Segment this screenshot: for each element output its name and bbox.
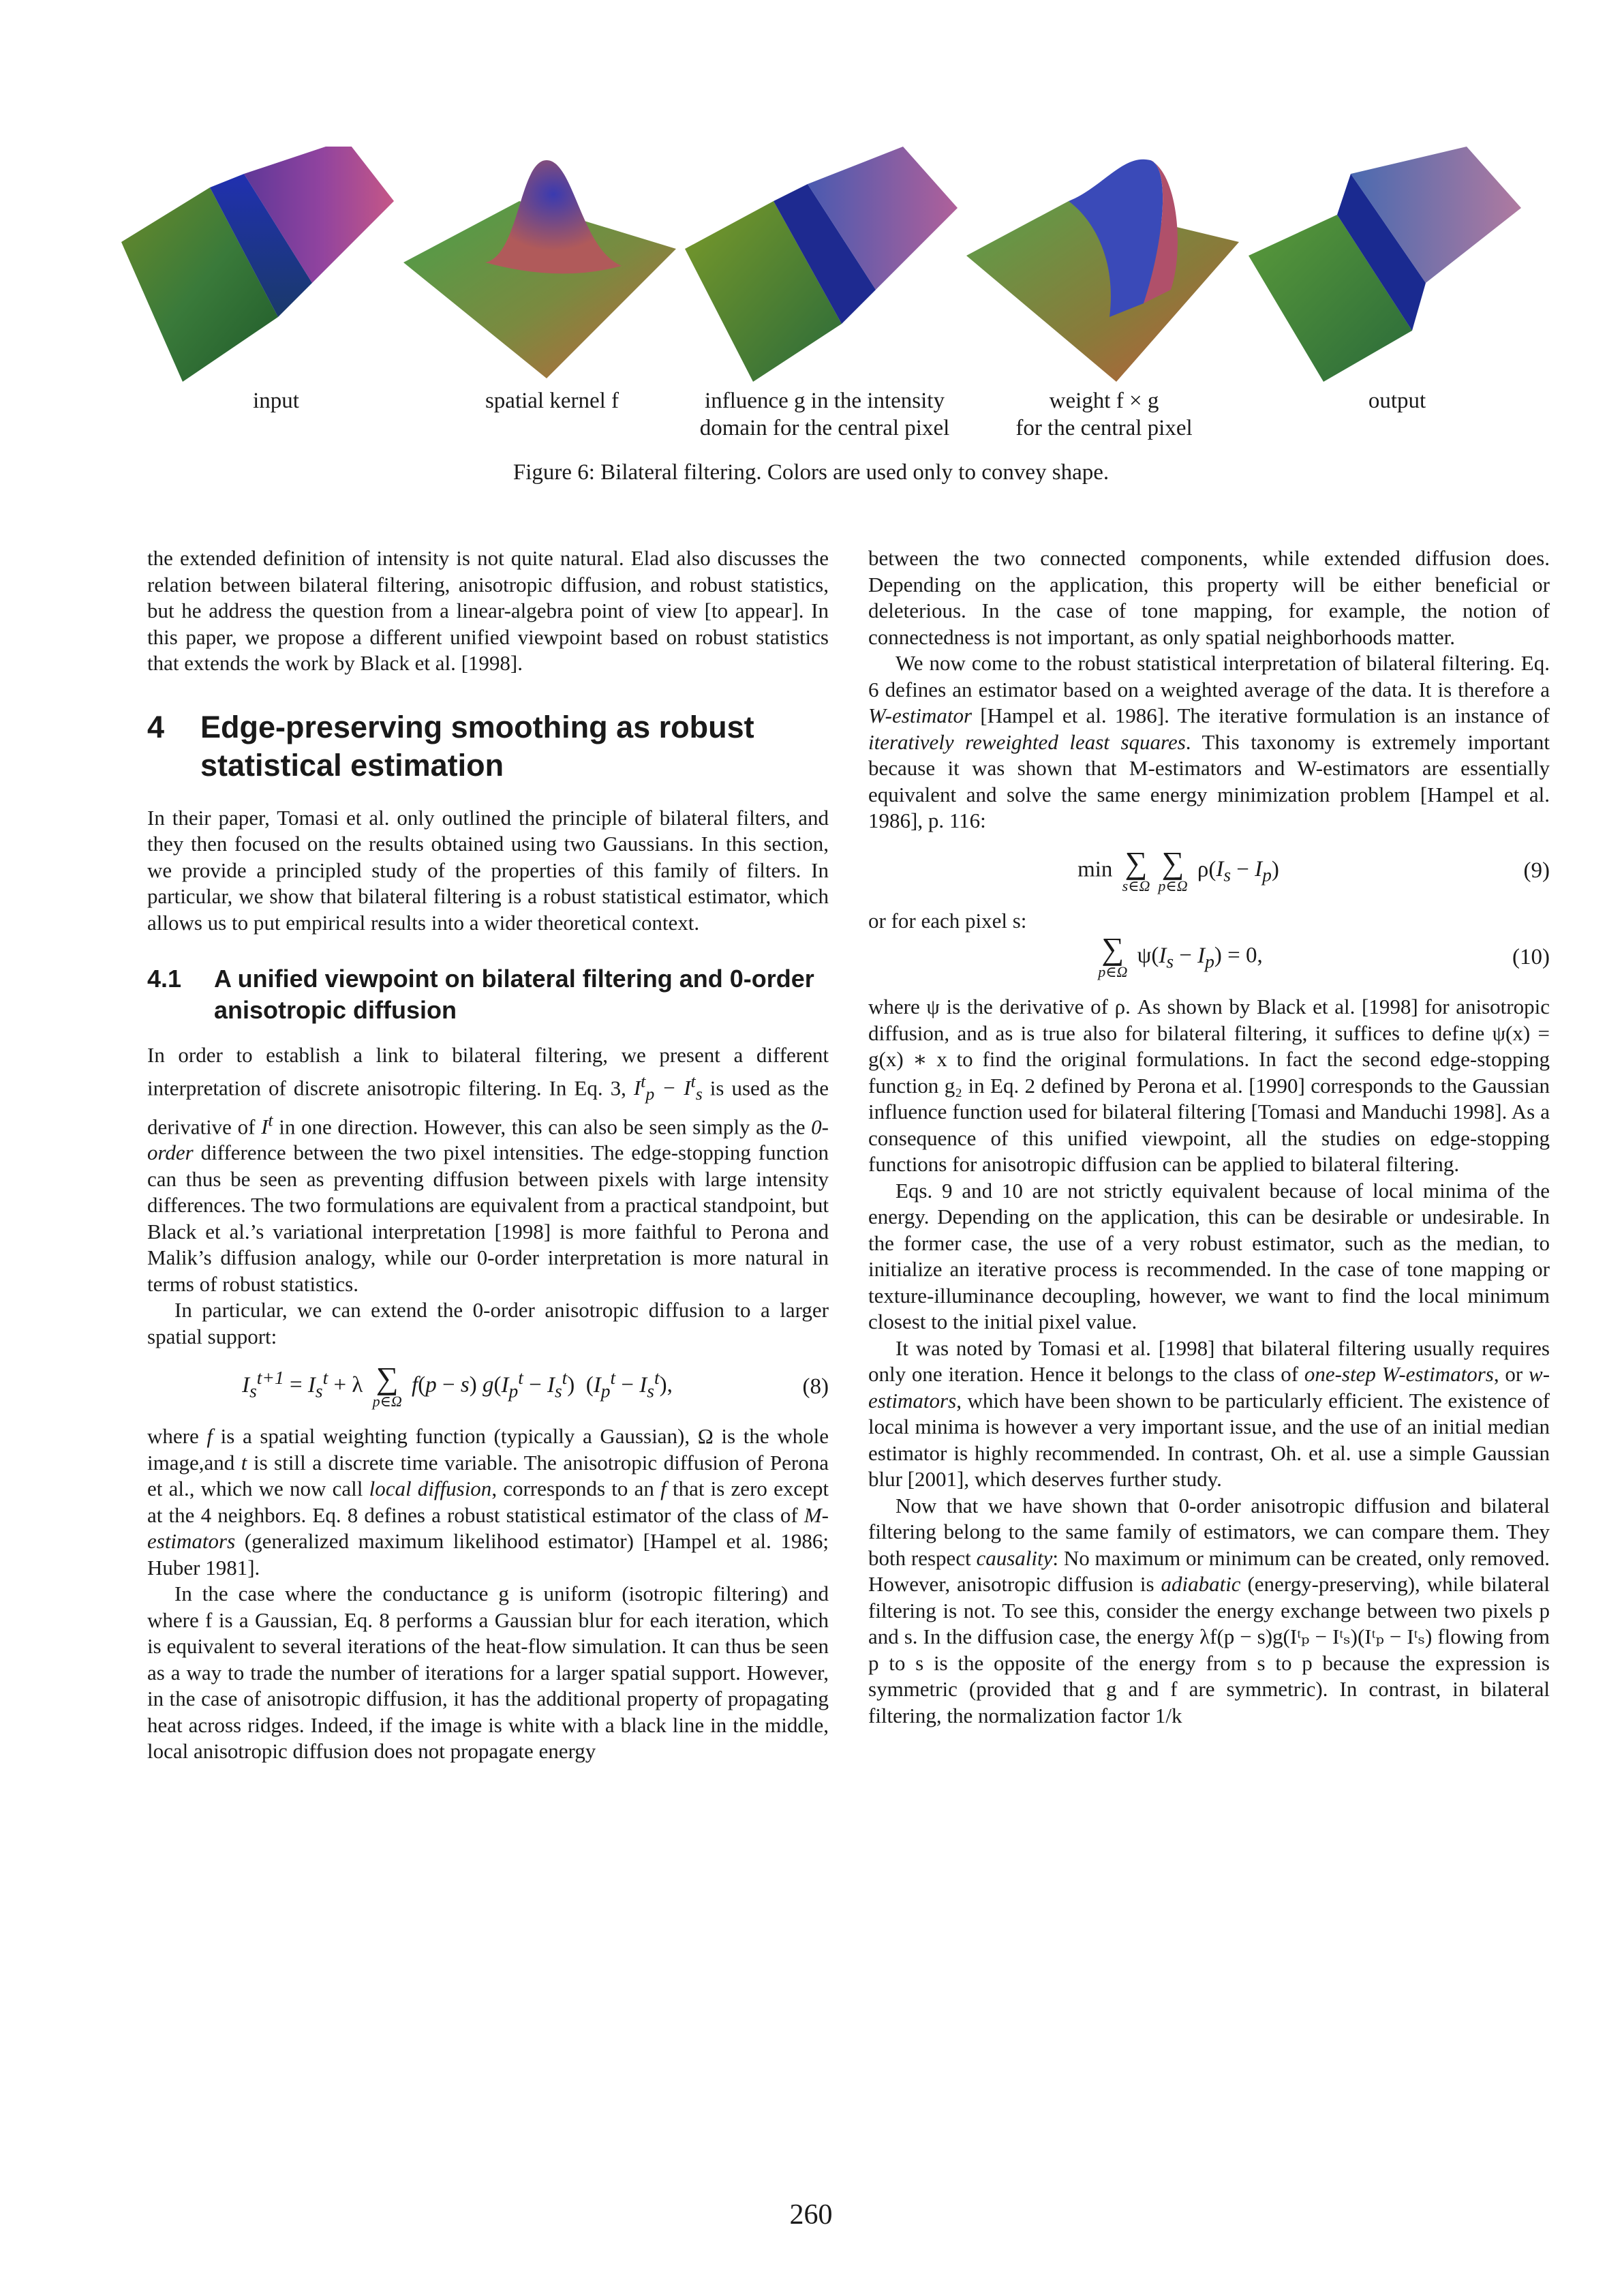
figure-label-influence: [675, 387, 975, 442]
figure-panel-influence: [685, 147, 958, 389]
text-run: It was noted by Tomasi et al. [1998] that bilateral filtering usually requires only one iteration. Hence it belongs to the class of: [868, 1335, 1550, 1386]
paragraph: or for each pixel s:: [868, 908, 1027, 933]
text-run: [Hampel et al. 1986]. The iterative formulation is an instance of: [972, 704, 1550, 727]
text-run: causality: [976, 1545, 1053, 1570]
figure-label-line: input: [253, 389, 299, 413]
figure-label-line: spatial kernel f: [485, 389, 619, 413]
text-run: is used as the derivative of: [147, 1075, 829, 1138]
figure-label-input: [204, 387, 348, 414]
section-heading: [147, 708, 829, 785]
figure-label-line: domain for the central pixel: [699, 416, 950, 440]
text-run: : No maximum or minimum can be created, only removed. However, anisotropic diffusion is: [868, 1545, 1550, 1596]
text-run: local diffusion: [369, 1477, 492, 1501]
equation-number: (8): [802, 1374, 829, 1400]
paragraph: [868, 1335, 1550, 1493]
text-run: one-step W-estimators: [1304, 1362, 1494, 1386]
paragraph: between the two connected components, while extended diffusion does. Depending on the application, this property will be either beneficial or deleterious. In the case of tone mapping, for example, the notion of connectedness is not important, as only spatial neighborhoods matter.: [868, 546, 1550, 649]
figure-label-line: output: [1368, 389, 1426, 413]
sum-symbol: ∑ s∈Ω: [1122, 845, 1150, 894]
text-run: adiabatic: [1161, 1572, 1241, 1596]
text-run: , corresponds to an: [491, 1477, 661, 1501]
text-run: (generalized maximum likelihood estimator) [Hampel et al. 1986; Huber 1981].: [147, 1529, 829, 1580]
text-run: W-estimator: [868, 704, 973, 727]
figure-panel-spatial-kernel: [403, 147, 676, 389]
figure-label-line: for the central pixel: [1015, 416, 1193, 440]
text-run: iteratively reweighted least squares: [868, 729, 1186, 754]
sum-symbol: ∑ p∈Ω: [372, 1361, 402, 1410]
text-run: difference between the two pixel intensities. The edge-stopping function can thus be seen as preventing diffusion between pixels with large intensity differences. The two formulations are equivalent from a practical standpoint, but Black et al.’s variational interpretation [1998] is more faithful to Perona and Malik’s diffusion analogy, while our 0-order interpretation is more natural in terms of robust statistics.: [147, 1141, 829, 1296]
text-run: 0-order: [147, 1114, 829, 1165]
figure-panel-output: [1249, 147, 1521, 389]
equation-body: min ∑ s∈Ω ∑ p∈Ω $\rho(I_s - I_p)$: [1077, 845, 1279, 894]
figure-label-spatial-kernel: [450, 387, 654, 414]
text-run: is a spatial weighting function (typically a Gaussian), Ω is the whole image,and: [147, 1424, 829, 1475]
paragraph: [868, 1493, 1550, 1729]
figure-panel-input: [121, 147, 394, 389]
text-run: , which have been shown to be particularly efficient. The existence of local minima is however a very important issue, and the use of an initial median estimator is highly recommended. In contrast, Oh. et al. use a simple Gaussian blur [2001], which deserves further study.: [868, 1388, 1550, 1491]
text-run: We now come to the robust statistical interpretation of bilateral filtering. Eq. 6 defines an estimator based on a weighted average of the data. It is therefore a: [868, 651, 1550, 701]
equation-8: [147, 1363, 829, 1410]
paragraph: In their paper, Tomasi et al. only outlined the principle of bilateral filters, and they then focused on the results obtained using two Gaussians. In this section, we provide a principled study of the properties of this family of filters. In particular, we show that bilateral filtering is a robust statistical estimator, which allows us to put empirical results into a wider theoretical context.: [147, 805, 829, 935]
text-run: in one direction. However, this can also be seen simply as the: [273, 1114, 812, 1138]
text-run: (energy-preserving), while bilateral filtering is not. To see this, consider the energy exchange between two pixels p and s. In the diffusion case, the energy λf(p − s)g(Iᵗₚ − Iᵗₛ)(Iᵗₚ − Iᵗₛ) flowing from p to s is the opposite of the energy from s to p because the expression is symmetric (provided that g and f are symmetric). In contrast, in bilateral filtering, the normalization factor 1/k: [868, 1572, 1550, 1727]
paragraph: [868, 650, 1550, 834]
equation-body: ∑ p∈Ω $\psi(I_s - I_p) = 0$,: [1098, 931, 1263, 980]
section-title: Edge-preserving smoothing as robust statistical estimation: [200, 709, 754, 783]
paragraph: where ψ is the derivative of ρ. As shown by Black et al. [1998] for anisotropic diffusion, and as is true also for bilateral filtering, it suffices to define ψ(x) = g(x) ∗ x to find the original formulations. In fact the second edge-stopping function g₂ in Eq. 2 defined by Perona et al. [1990] corresponds to the Gaussian influence function used for bilateral filtering [Tomasi and Manduchi 1998]. As a consequence of this unified viewpoint, all the studies on edge-stopping functions for anisotropic diffusion can be applied to bilateral filtering.: [868, 995, 1550, 1176]
equation-10: [868, 931, 1550, 980]
paragraph: In the case where the conductance g is uniform (isotropic filtering) and where f is a Gaussian, Eq. 8 performs a Gaussian blur for each iteration, which is equivalent to several iterations of the heat-flow simulation. It can thus be seen as a way to trade the number of iterations for a larger spatial support. However, in the case of anisotropic diffusion, it has the additional property of propagating heat across ridges. Indeed, if the image is white with a black line in the middle, local anisotropic diffusion does not propagate energy: [147, 1582, 829, 1764]
figure-caption: Figure 6: Bilateral filtering. Colors are used only to convey shape.: [512, 460, 1110, 485]
text-run: , or: [1493, 1362, 1529, 1386]
equation-9: [868, 845, 1550, 894]
paragraph: the extended definition of intensity is not quite natural. Elad also discusses the relation between bilateral filtering, anisotropic diffusion, and robust statistics, but he address the question from a linear-algebra point of view [to appear]. In this paper, we propose a different unified viewpoint based on robust statistics that extends the work by Black et al. [1998].: [147, 546, 829, 675]
left-column: [147, 545, 829, 1765]
paragraph: where f is a spatial weighting function (typically a Gaussian), Ω is the whole image,and t is still a discrete time variable. The anisotropic diffusion of Perona et al., which we now call local diffusion, corresponds to an f that is zero except at the 4 neighbors. Eq. 8 defines a robust statistical estimator of the class of M-estimators (generalized maximum likelihood estimator) [Hampel et al. 1986; Huber 1981].: [147, 1424, 829, 1580]
text-run: w-estimators: [868, 1362, 1550, 1413]
text-run: . This taxonomy is extremely important because it was shown that M-estimators and W-estimators are essentially equivalent and solve the same energy minimization problem [Hampel et al. 1986], p. 116:: [868, 729, 1550, 832]
paragraph: In particular, we can extend the 0-order anisotropic diffusion to a larger spatial support:: [147, 1298, 829, 1348]
equation-body: $I_s^{t+1} = I_s^t + \lambda$ ∑ p∈Ω f(p − s) $g(I_p^t - I_s^t) (I_p^t - I_s^t)$,: [242, 1361, 673, 1410]
text-run: M-estimators: [147, 1502, 829, 1554]
subsection-number: 4.1: [147, 965, 182, 993]
subsection-title: A unified viewpoint on bilateral filtering and 0-order anisotropic diffusion: [214, 965, 814, 1024]
section-number: 4: [147, 709, 165, 744]
text-run: is still a discrete time variable. The anisotropic diffusion of Perona et al., which we now call: [147, 1450, 829, 1501]
equation-number: (10): [1512, 944, 1550, 969]
page-number: 260: [789, 2199, 833, 2231]
sum-symbol: ∑ p∈Ω: [1098, 931, 1128, 980]
figure-label-output: [1329, 387, 1465, 414]
paragraph: In order to establish a link to bilateral filtering, we present a different interpretation of discrete anisotropic filtering. In Eq. 3, $I^t_p - I^t_s$ is used as the derivative of $I^t$ in one direction. However, this can also be seen simply as the 0-order difference between the two pixel intensities. The edge-stopping function can thus be seen as preventing diffusion between pixels with large intensity differences. The two formulations are equivalent from a practical standpoint, but Black et al.’s variational interpretation [1998] is more faithful to Perona and Malik’s diffusion analogy, while our 0-order interpretation is more natural in terms of robust statistics.: [147, 1043, 829, 1296]
equation-number: (9): [1523, 858, 1550, 883]
right-column: [868, 545, 1550, 1729]
sum-symbol: ∑ p∈Ω: [1158, 845, 1188, 894]
text-run: where: [147, 1424, 207, 1449]
figure-label-line: weight f × g: [1049, 389, 1159, 413]
paragraph: Eqs. 9 and 10 are not strictly equivalent because of local minima of the energy. Depending on the application, this can be desirable or undesirable. In the former case, the use of a very robust estimator, such as the median, to initialize an iterative process is recommended. In the case of tone mapping or texture-illuminance decoupling, however, we want to find the local minimum closest to the initial pixel value.: [868, 1178, 1550, 1333]
figure-label-line: influence g in the intensity: [705, 389, 945, 413]
text-run: In order to establish a link to bilateral filtering, we present a different interpretation of discrete anisotropic filtering. In Eq. 3,: [147, 1043, 829, 1100]
figure-panel-weight: [966, 147, 1239, 389]
text-run: that is zero except at the 4 neighbors. Eq. 8 defines a robust statistical estimator of the class of: [147, 1477, 829, 1527]
subsection-heading: [147, 963, 829, 1026]
text-run: Now that we have shown that 0-order anisotropic diffusion and bilateral filtering belong to the same family of estimators, we can compare them. They both respect: [868, 1493, 1550, 1570]
figure-label-weight: [981, 387, 1227, 442]
